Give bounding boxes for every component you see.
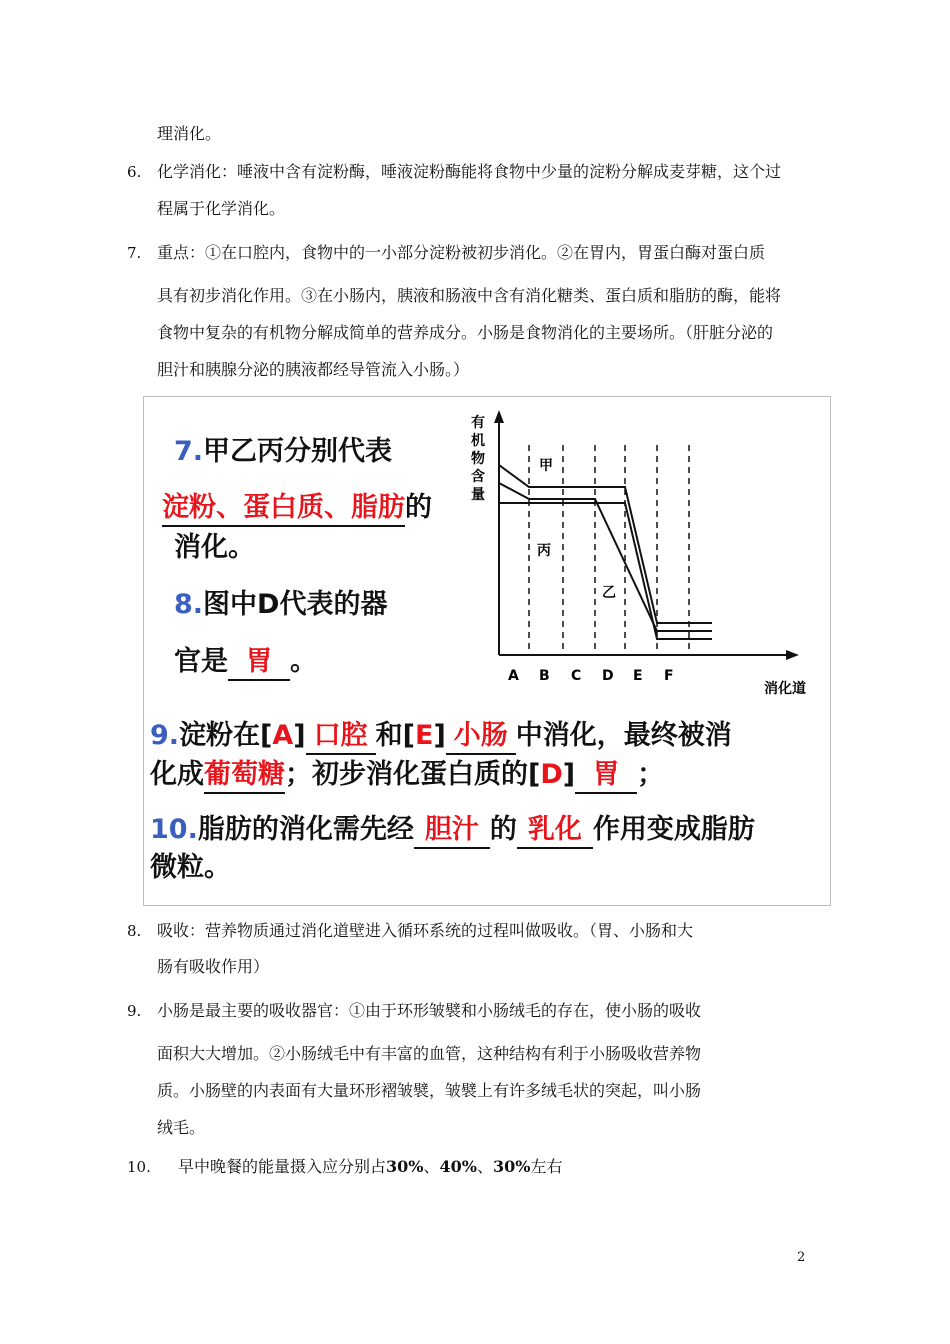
x-tick-label: E	[633, 668, 643, 684]
item-number: 8.	[127, 922, 142, 940]
page-number: 2	[797, 1250, 806, 1265]
question-text: 中消化，最终被消	[515, 720, 732, 751]
x-tick-label: C	[571, 668, 582, 684]
answer-blank: 胃	[228, 645, 290, 681]
text-segment: 、	[476, 1157, 493, 1176]
answer-blank: 胃	[575, 758, 637, 794]
answer-blank: 乳化	[517, 813, 593, 849]
percentage-value: 30%	[492, 1157, 531, 1176]
y-axis-label	[471, 414, 485, 503]
question-text: 的	[405, 492, 432, 523]
question-number: 7.	[174, 436, 204, 467]
question-text: 脂肪的消化需先经	[197, 814, 414, 845]
text-line: 程属于化学消化。	[157, 199, 286, 218]
question-7-line-2	[162, 491, 432, 527]
y-axis-arrow	[494, 410, 504, 423]
answer-blank: 口腔	[306, 719, 376, 755]
question-text: 。	[290, 646, 317, 677]
question-7-line-3: 消化。	[174, 532, 255, 563]
question-text: 甲乙丙分别代表	[203, 436, 393, 467]
item-number: 6.	[127, 163, 142, 181]
text-line: 面积大大增加。②小肠绒毛中有丰富的血管，这种结构有利于小肠吸收营养物	[157, 1044, 702, 1063]
text-line: 食物中复杂的有机物分解成简单的营养成分。小肠是食物消化的主要场所。（肝脏分泌的	[157, 323, 774, 342]
text-line: 重点：①在口腔内，食物中的一小部分淀粉被初步消化。②在胃内，胃蛋白酶对蛋白质	[157, 243, 766, 262]
question-10-line-2: 微粒。	[150, 852, 231, 883]
question-9-line-1	[150, 719, 732, 755]
text-line: 绒毛。	[157, 1118, 206, 1137]
item-number: 10.	[127, 1158, 151, 1176]
answer-letter: E	[414, 720, 434, 751]
curve-yi	[499, 483, 712, 631]
x-tick-label: F	[664, 668, 674, 684]
answer-letter: D	[540, 759, 563, 790]
x-tick-label: D	[602, 668, 614, 684]
question-text: 淀粉在[	[179, 720, 273, 751]
text-line: 小肠是最主要的吸收器官：①由于环形皱襞和小肠绒毛的存在，使小肠的吸收	[157, 1001, 702, 1020]
text-line: 理消化。	[157, 124, 222, 143]
text-segment: 、	[423, 1157, 440, 1176]
question-number: 10.	[150, 814, 198, 845]
question-number: 8.	[174, 589, 204, 620]
percentage-value: 30%	[386, 1157, 424, 1176]
x-tick-label: B	[539, 668, 550, 684]
curve-label-yi: 乙	[602, 585, 616, 601]
question-text: ]	[293, 720, 306, 751]
text-segment: 早中晚餐的能量摄入应分别占	[178, 1157, 387, 1176]
question-text: 的	[489, 814, 517, 845]
y-axis-label-char: 机	[471, 433, 485, 449]
x-axis-label: 消化道	[764, 681, 806, 697]
answer-blank: 小肠	[446, 719, 516, 755]
question-text: 和[	[375, 720, 415, 751]
question-text: 化成	[150, 759, 204, 790]
question-text: ]	[433, 720, 446, 751]
y-axis-label-char: 含	[471, 469, 485, 485]
text-line	[178, 1157, 562, 1177]
x-tick-label: A	[508, 668, 519, 684]
question-text: 官是	[174, 646, 228, 677]
x-axis-arrow	[786, 650, 799, 660]
text-line: 吸收：营养物质通过消化道壁进入循环系统的过程叫做吸收。（胃、小肠和大	[157, 921, 694, 940]
question-8-line-1	[174, 588, 387, 622]
text-segment: 左右	[530, 1157, 563, 1176]
curve-label-bing: 丙	[537, 543, 551, 559]
question-number: 9.	[150, 720, 180, 751]
answer-blank: 胆汁	[414, 813, 490, 849]
answer-letter: A	[272, 720, 294, 751]
question-8-line-2	[174, 645, 317, 681]
curve-label-jia: 甲	[539, 458, 553, 474]
question-text: ]	[562, 759, 576, 790]
y-axis-label-char: 物	[471, 451, 485, 467]
answer-blank: 葡萄糖	[204, 758, 285, 794]
question-7-line-1	[174, 435, 392, 469]
y-axis-label-char: 有	[471, 415, 485, 431]
question-text: ；	[637, 759, 665, 790]
text-line: 化学消化：唾液中含有淀粉酶，唾液淀粉酶能将食物中少量的淀粉分解成麦芽糖，这个过	[157, 162, 782, 181]
item-number: 9.	[127, 1002, 142, 1020]
question-text: 作用变成脂肪	[592, 814, 755, 845]
text-line: 质。小肠壁的内表面有大量环形褶皱襞，皱襞上有许多绒毛状的突起，叫小肠	[157, 1081, 702, 1100]
question-10-line-1	[150, 813, 755, 849]
answer-blank: 淀粉、蛋白质、脂肪	[162, 491, 405, 527]
question-9-line-2	[150, 758, 664, 794]
question-text: ；初步消化蛋白质的[	[285, 759, 541, 790]
text-line: 具有初步消化作用。③在小肠内，胰液和肠液中含有消化糖类、蛋白质和脂肪的酶，能将	[157, 286, 782, 305]
text-line: 肠有吸收作用）	[157, 957, 270, 976]
question-text: 图中D代表的器	[203, 589, 388, 620]
quiz-figure	[143, 396, 831, 906]
y-axis-label-char: 量	[471, 487, 485, 503]
item-number: 7.	[127, 244, 142, 262]
text-line: 胆汁和胰腺分泌的胰液都经导管流入小肠。）	[157, 360, 470, 379]
percentage-value: 40%	[439, 1157, 477, 1176]
digestion-graph	[459, 405, 829, 700]
